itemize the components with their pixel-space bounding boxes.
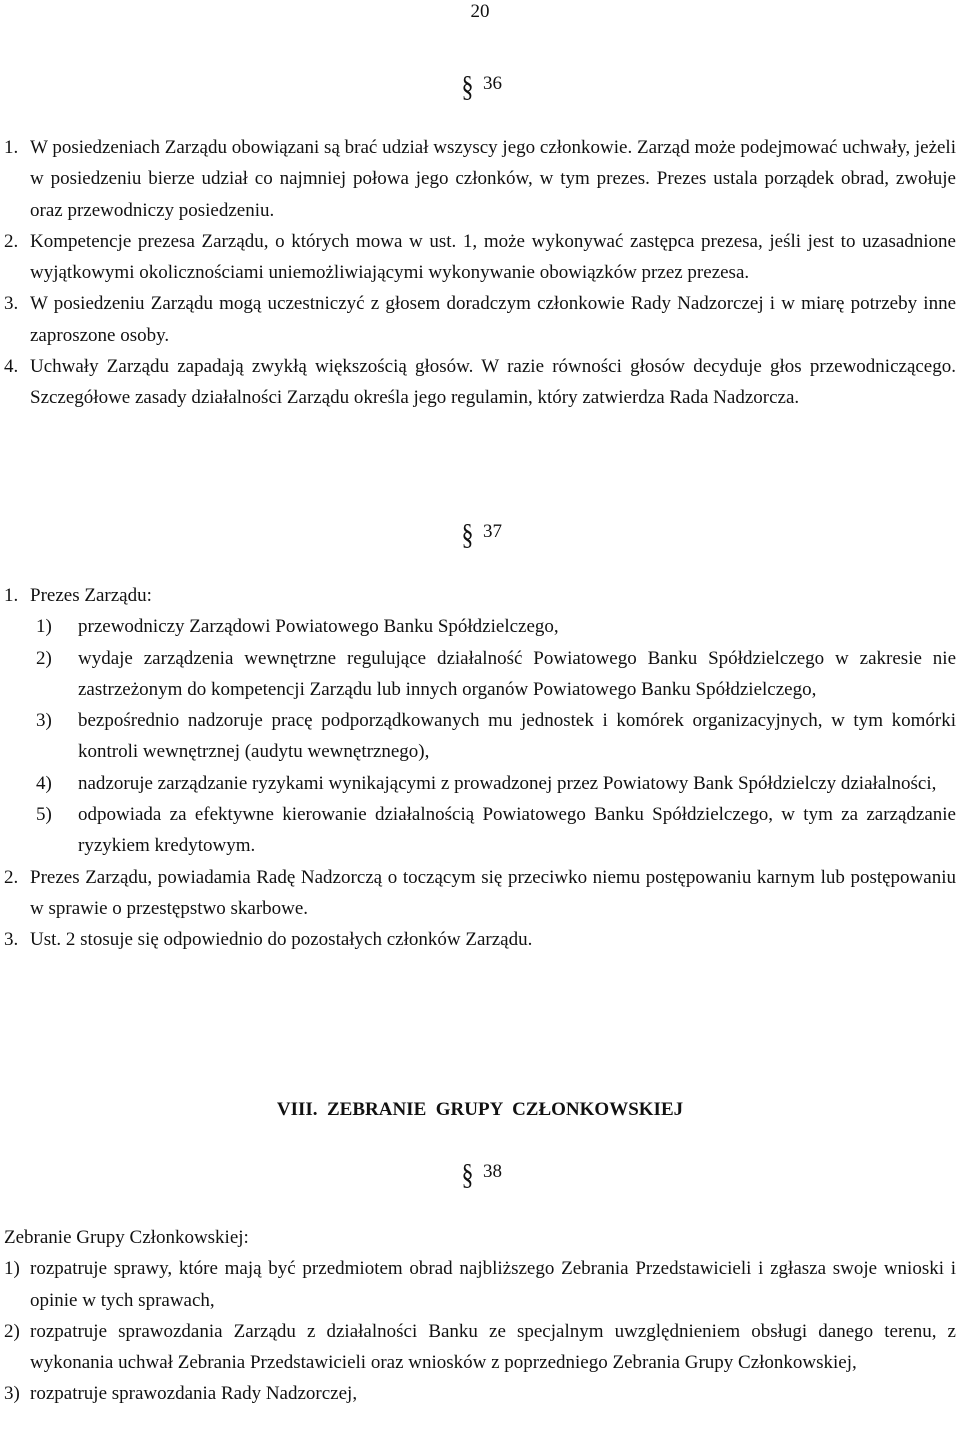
section-37-body [4,580,956,956]
item-text: wydaje zarządzenia wewnętrzne regulujące działalność Powiatowego Banku Spółdzielczego w zakresie nie zastrzeżonym do kompetencji Zarządu lub innych organów Powiatowego Banku Spółdzielczego, [78,647,956,700]
paragraph-text: W posiedzeniu Zarządu mogą uczestniczyć z głosem doradczym członkowie Rady Nadzorczej i w miarę potrzeby inne zaproszone osoby. [30,293,956,346]
paragraph-intro: Prezes Zarządu: [30,585,152,606]
paragraph [4,580,956,611]
paragraph [4,288,956,351]
paragraph-number: 1. [4,137,19,158]
list-item [4,1253,956,1316]
section-sign-icon: § [461,1158,474,1191]
section-36-body [4,132,956,414]
item-text: rozpatruje sprawozdania Rady Nadzorczej, [30,1383,358,1405]
paragraph-text: Prezes Zarządu, powiadamia Radę Nadzorczą o toczącym się przeciwko niemu postępowaniu karnym lub postępowaniu w sprawie o przestępstwo skarbowe. [30,866,956,919]
item-text: przewodniczy Zarządowi Powiatowego Banku Spółdzielczego, [78,616,559,638]
item-number: 2) [36,647,52,669]
list-item [36,799,956,862]
section-38-heading [460,1156,540,1190]
paragraph [4,862,956,925]
paragraph-text: Kompetencje prezesa Zarządu, o których mowa w ust. 1, może wykonywać zastępca prezesa, jeśli jest to uzasadnione wyjątkowymi okolicznościami uniemożliwiającymi wykonywanie obowiązków przez prezesa. [30,230,956,284]
section-number: 38 [483,1161,502,1182]
section-number: 37 [483,521,502,542]
item-text: nadzoruje zarządzanie ryzykami wynikającymi z prowadzonej przez Powiatowy Bank Spółdzielczy działalności, [78,772,937,794]
section-38-body [4,1222,956,1410]
paragraph [4,226,956,289]
section-36-heading [460,68,540,102]
list-item [36,768,956,799]
item-number: 5) [36,804,52,826]
paragraph [4,351,956,414]
list-item [36,611,956,642]
section-37-heading [460,516,540,550]
section-intro: Zebranie Grupy Członkowskiej: [4,1227,249,1248]
paragraph-number: 4. [4,356,19,378]
section-number: 36 [483,73,502,94]
paragraph-text: Uchwały Zarządu zapadają zwykłą większością głosów. W razie równości głosów decyduje głos przewodniczącego. Szczegółowe zasady działalności Zarządu określa jego regulamin, który zatwierdza Rada Nadzorcza. [30,356,956,409]
item-number: 1) [36,616,52,638]
paragraph [4,132,956,226]
section-sign-icon: § [461,70,474,103]
item-number: 3) [4,1383,20,1405]
chapter-heading: VIII. ZEBRANIE GRUPY CZŁONKOWSKIEJ [276,1099,684,1120]
item-number: 1) [4,1258,20,1280]
item-text: odpowiada za efektywne kierowanie działalnością Powiatowego Banku Spółdzielczego, w tym za zarządzanie ryzykiem kredytowym. [78,804,956,857]
item-number: 3) [36,710,52,732]
item-text: rozpatruje sprawozdania Zarządu z działalności Banku ze specjalnym uwzględnieniem obsługi danego terenu, z wykonania uchwał Zebrania Przedstawicieli oraz wniosków z poprzedniego Zebrania Grupy Członkowskiej, [30,1320,956,1374]
list-item [36,643,956,706]
paragraph-number: 3. [4,293,19,315]
paragraph-text: Ust. 2 stosuje się odpowiednio do pozostałych członków Zarządu. [30,929,533,951]
paragraph-number: 2. [4,230,19,252]
item-text: bezpośrednio nadzoruje pracę podporządkowanych mu jednostek i komórek organizacyjnych, w tym komórki kontroli wewnętrznej (audytu wewnętrznego), [78,710,956,763]
list-item [36,705,956,768]
list-item [4,1316,956,1379]
page-number: 20 [470,1,490,22]
paragraph-number: 2. [4,866,19,888]
paragraph-number: 1. [4,585,19,606]
item-number: 2) [4,1320,20,1342]
paragraph [4,924,956,955]
section-sign-icon: § [461,518,474,551]
item-number: 4) [36,772,52,794]
list-item [4,1378,956,1409]
item-text: rozpatruje sprawy, które mają być przedmiotem obrad najbliższego Zebrania Przedstawicieli i zgłasza swoje wnioski i opinie w tych sprawach, [30,1258,956,1311]
paragraph-number: 3. [4,929,19,951]
paragraph-text: W posiedzeniach Zarządu obowiązani są brać udział wszyscy jego członkowie. Zarząd może podejmować uchwały, jeżeli w posiedzeniu bierze udział co najmniej połowa jego członków, w tym prezes. Prezes ustala porządek obrad, zwołuje oraz przewodniczy posiedzeniu. [30,137,956,221]
